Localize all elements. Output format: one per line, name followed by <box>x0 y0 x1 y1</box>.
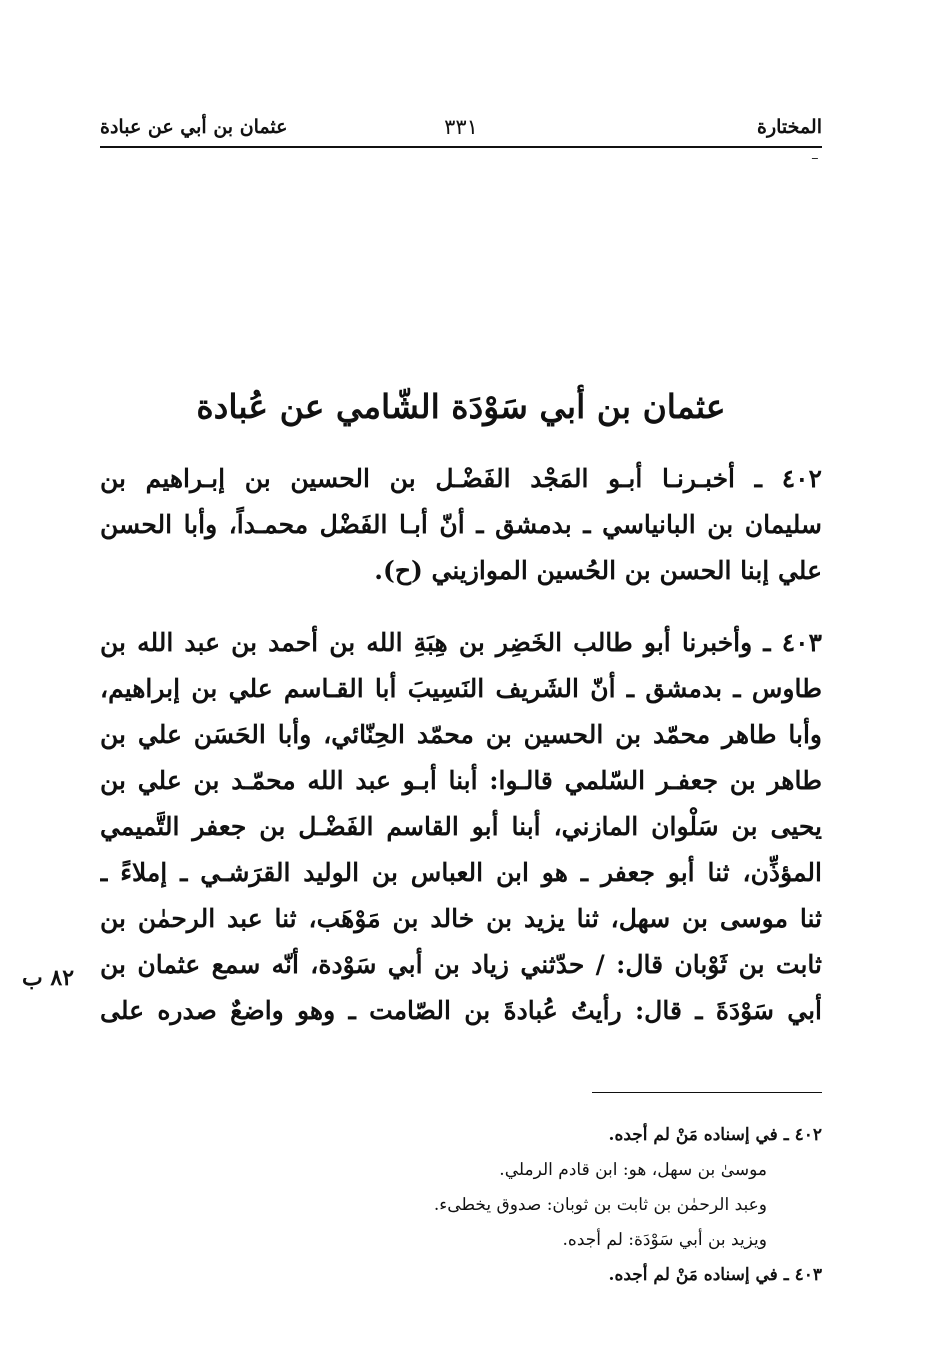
paragraph-line: طاوس ـ بدمشق ـ أنّ الشَريف النَسِيبَ أبا القـاسم علي بن إبراهيم، <box>100 674 822 703</box>
paragraph-line: ٤٠٣ ـ وأخبرنا أبو طالب الخَضِر بن هِبَةِ الله بن أحمد بن عبد الله بن <box>100 628 822 657</box>
footnote-line: موسىٰ بن سهل، هو: ابن قادم الرملي. <box>499 1160 767 1180</box>
paragraph-403 <box>100 620 822 1034</box>
header-book-title: المختارة <box>757 116 822 138</box>
paragraph-line: سليمان بن البانياسي ـ بدمشق ـ أنّ أبـا الفَضْل محمـداً، وأبا الحسن <box>100 510 822 539</box>
header-corner-mark: ــ <box>812 151 818 162</box>
section-title: عثمان بن أبي سَوْدَة الشّامي عن عُبادة <box>196 387 726 426</box>
paragraph-402 <box>100 456 822 594</box>
paragraph-line: يحيى بن سَلْوان المازني، أبنا أبو القاسم الفَضْـل بن جعفر التَّميمي <box>100 812 822 841</box>
paragraph-line: أبي سَوْدَةَ ـ قال: رأيتُ عُبادةَ بن الصّامت ـ وهو واضعٌ صدره على <box>100 996 822 1025</box>
paragraph-line: ثنا موسى بن سهل، ثنا يزيد بن خالد بن مَوْهَب، ثنا عبد الرحمٰن بن <box>100 904 822 933</box>
paragraph-line: ثابت بن ثَوْبان قال: / حدّثني زياد بن أبي سَوْدة، أنّه سمع عثمان بن <box>100 950 822 979</box>
footnote-line: ٤٠٣ ـ في إسناده مَنْ لم أجده. <box>608 1265 822 1285</box>
footnote-line: ٤٠٢ ـ في إسناده مَنْ لم أجده. <box>608 1125 822 1145</box>
footnotes <box>100 1118 822 1293</box>
manuscript-folio-note: ٨٢ ب <box>22 965 75 991</box>
running-header <box>100 112 822 144</box>
paragraph-line: طاهر بن جعفـر السّلمي قالـوا: أبنا أبـو عبد الله محمّـد بن علي بن <box>100 766 822 795</box>
paragraph-line: ٤٠٢ ـ أخبـرنـا أبـو المَجْد الفَضْـل بن الحسين بن إبـراهيم بن <box>100 464 822 493</box>
paragraph-line: المؤذِّن، ثنا أبو جعفر ـ هو ابن العباس بن الوليد القرَشـي ـ إملاءً ـ <box>100 858 822 887</box>
header-chapter-title: عثمان بن أبي عن عبادة <box>100 116 288 138</box>
footnote-line: ويزيد بن أبي سَوْدَة: لم أجده. <box>562 1230 767 1250</box>
header-page-number: ٣٣١ <box>444 115 478 139</box>
footnote-line: وعبد الرحمٰن بن ثابت بن ثوبان: صدوق يخطىء. <box>433 1195 767 1215</box>
paragraph-line: علي إبنا الحسن بن الحُسين الموازيني (ح). <box>374 556 822 585</box>
paragraph-line: وأبا طاهر محمّد بن الحسين بن محمّد الحِنّائي، وأبا الحَسَن علي بن <box>100 720 822 749</box>
footnote-separator <box>592 1092 822 1093</box>
header-rule <box>100 146 822 148</box>
